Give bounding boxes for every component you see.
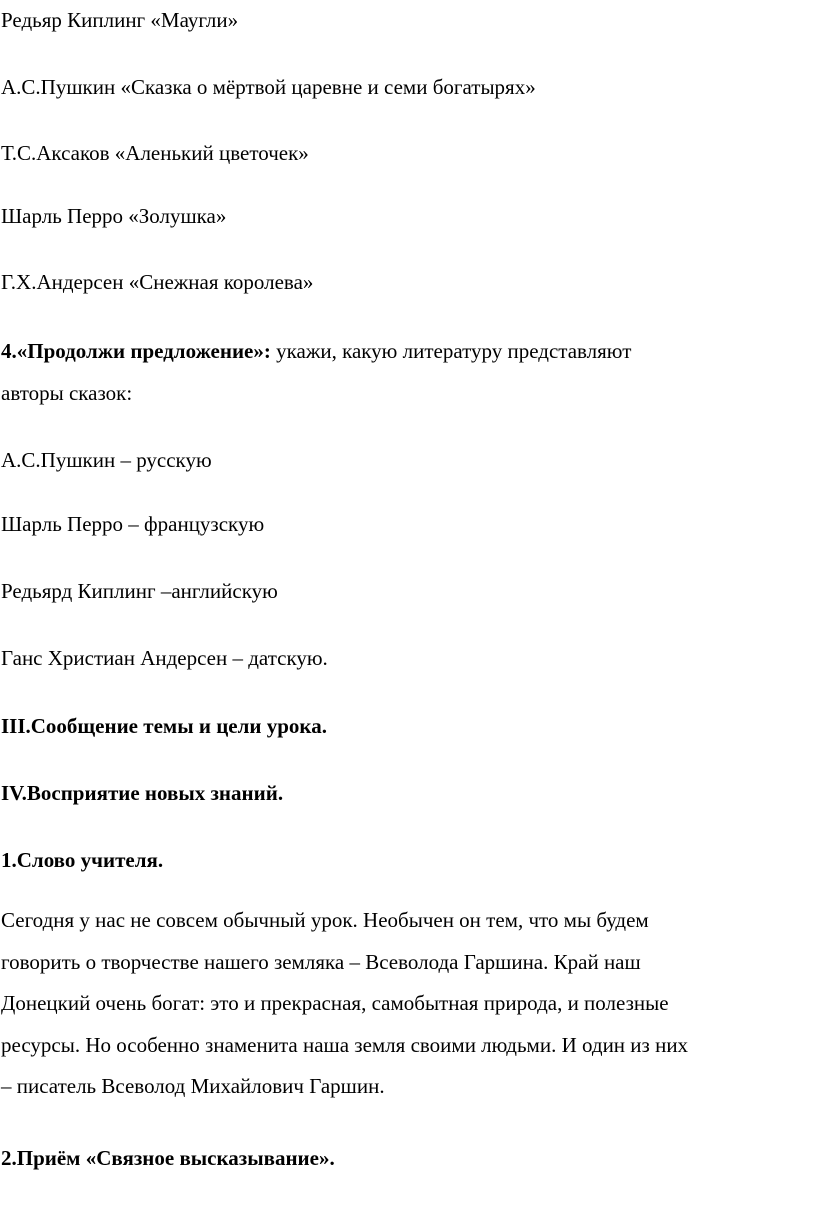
paragraph-line: Донецкий очень богат: это и прекрасная, самобытная природа, и полезные [1, 991, 669, 1015]
task-4-line-1 [1, 338, 631, 364]
answer-andersen: Ганс Христиан Андерсен – датскую. [1, 646, 328, 670]
task-4-instruction: укажи, какую литературу представляют [270, 339, 632, 363]
section-heading-iii: III.Сообщение темы и цели урока. [1, 714, 327, 738]
teacher-paragraph [1, 900, 813, 1108]
list-item-andersen: Г.Х.Андерсен «Снежная королева» [1, 270, 314, 294]
subheading-priem: 2.Приём «Связное высказывание». [1, 1146, 335, 1170]
paragraph-line: – писатель Всеволод Михайлович Гаршин. [1, 1074, 385, 1098]
list-item-kipling-maugli: Редьяр Киплинг «Маугли» [1, 8, 239, 32]
task-4-label: 4.«Продолжи предложение»: [1, 339, 271, 363]
paragraph-line: говорить о творчестве нашего земляка – Всеволода Гаршина. Край наш [1, 949, 641, 974]
list-item-perrault: Шарль Перро «Золушка» [1, 204, 227, 228]
answer-pushkin: А.С.Пушкин – русскую [1, 448, 212, 472]
list-item-aksakov: Т.С.Аксаков «Аленький цветочек» [1, 141, 309, 165]
list-item-pushkin-tale: А.С.Пушкин «Сказка о мёртвой царевне и семи богатырях» [1, 75, 536, 99]
section-heading-iv: IV.Восприятие новых знаний. [1, 781, 284, 805]
answer-kipling: Редьярд Киплинг –английскую [1, 579, 278, 603]
subheading-teacher-word: 1.Слово учителя. [1, 848, 164, 872]
paragraph-line: ресурсы. Но особенно знаменита наша земля своими людьми. И один из них [1, 1032, 689, 1057]
paragraph-line: Сегодня у нас не совсем обычный урок. Необычен он тем, что мы будем [1, 908, 649, 932]
answer-perrault: Шарль Перро – французскую [1, 512, 265, 536]
task-4-line-2: авторы сказок: [1, 381, 133, 405]
